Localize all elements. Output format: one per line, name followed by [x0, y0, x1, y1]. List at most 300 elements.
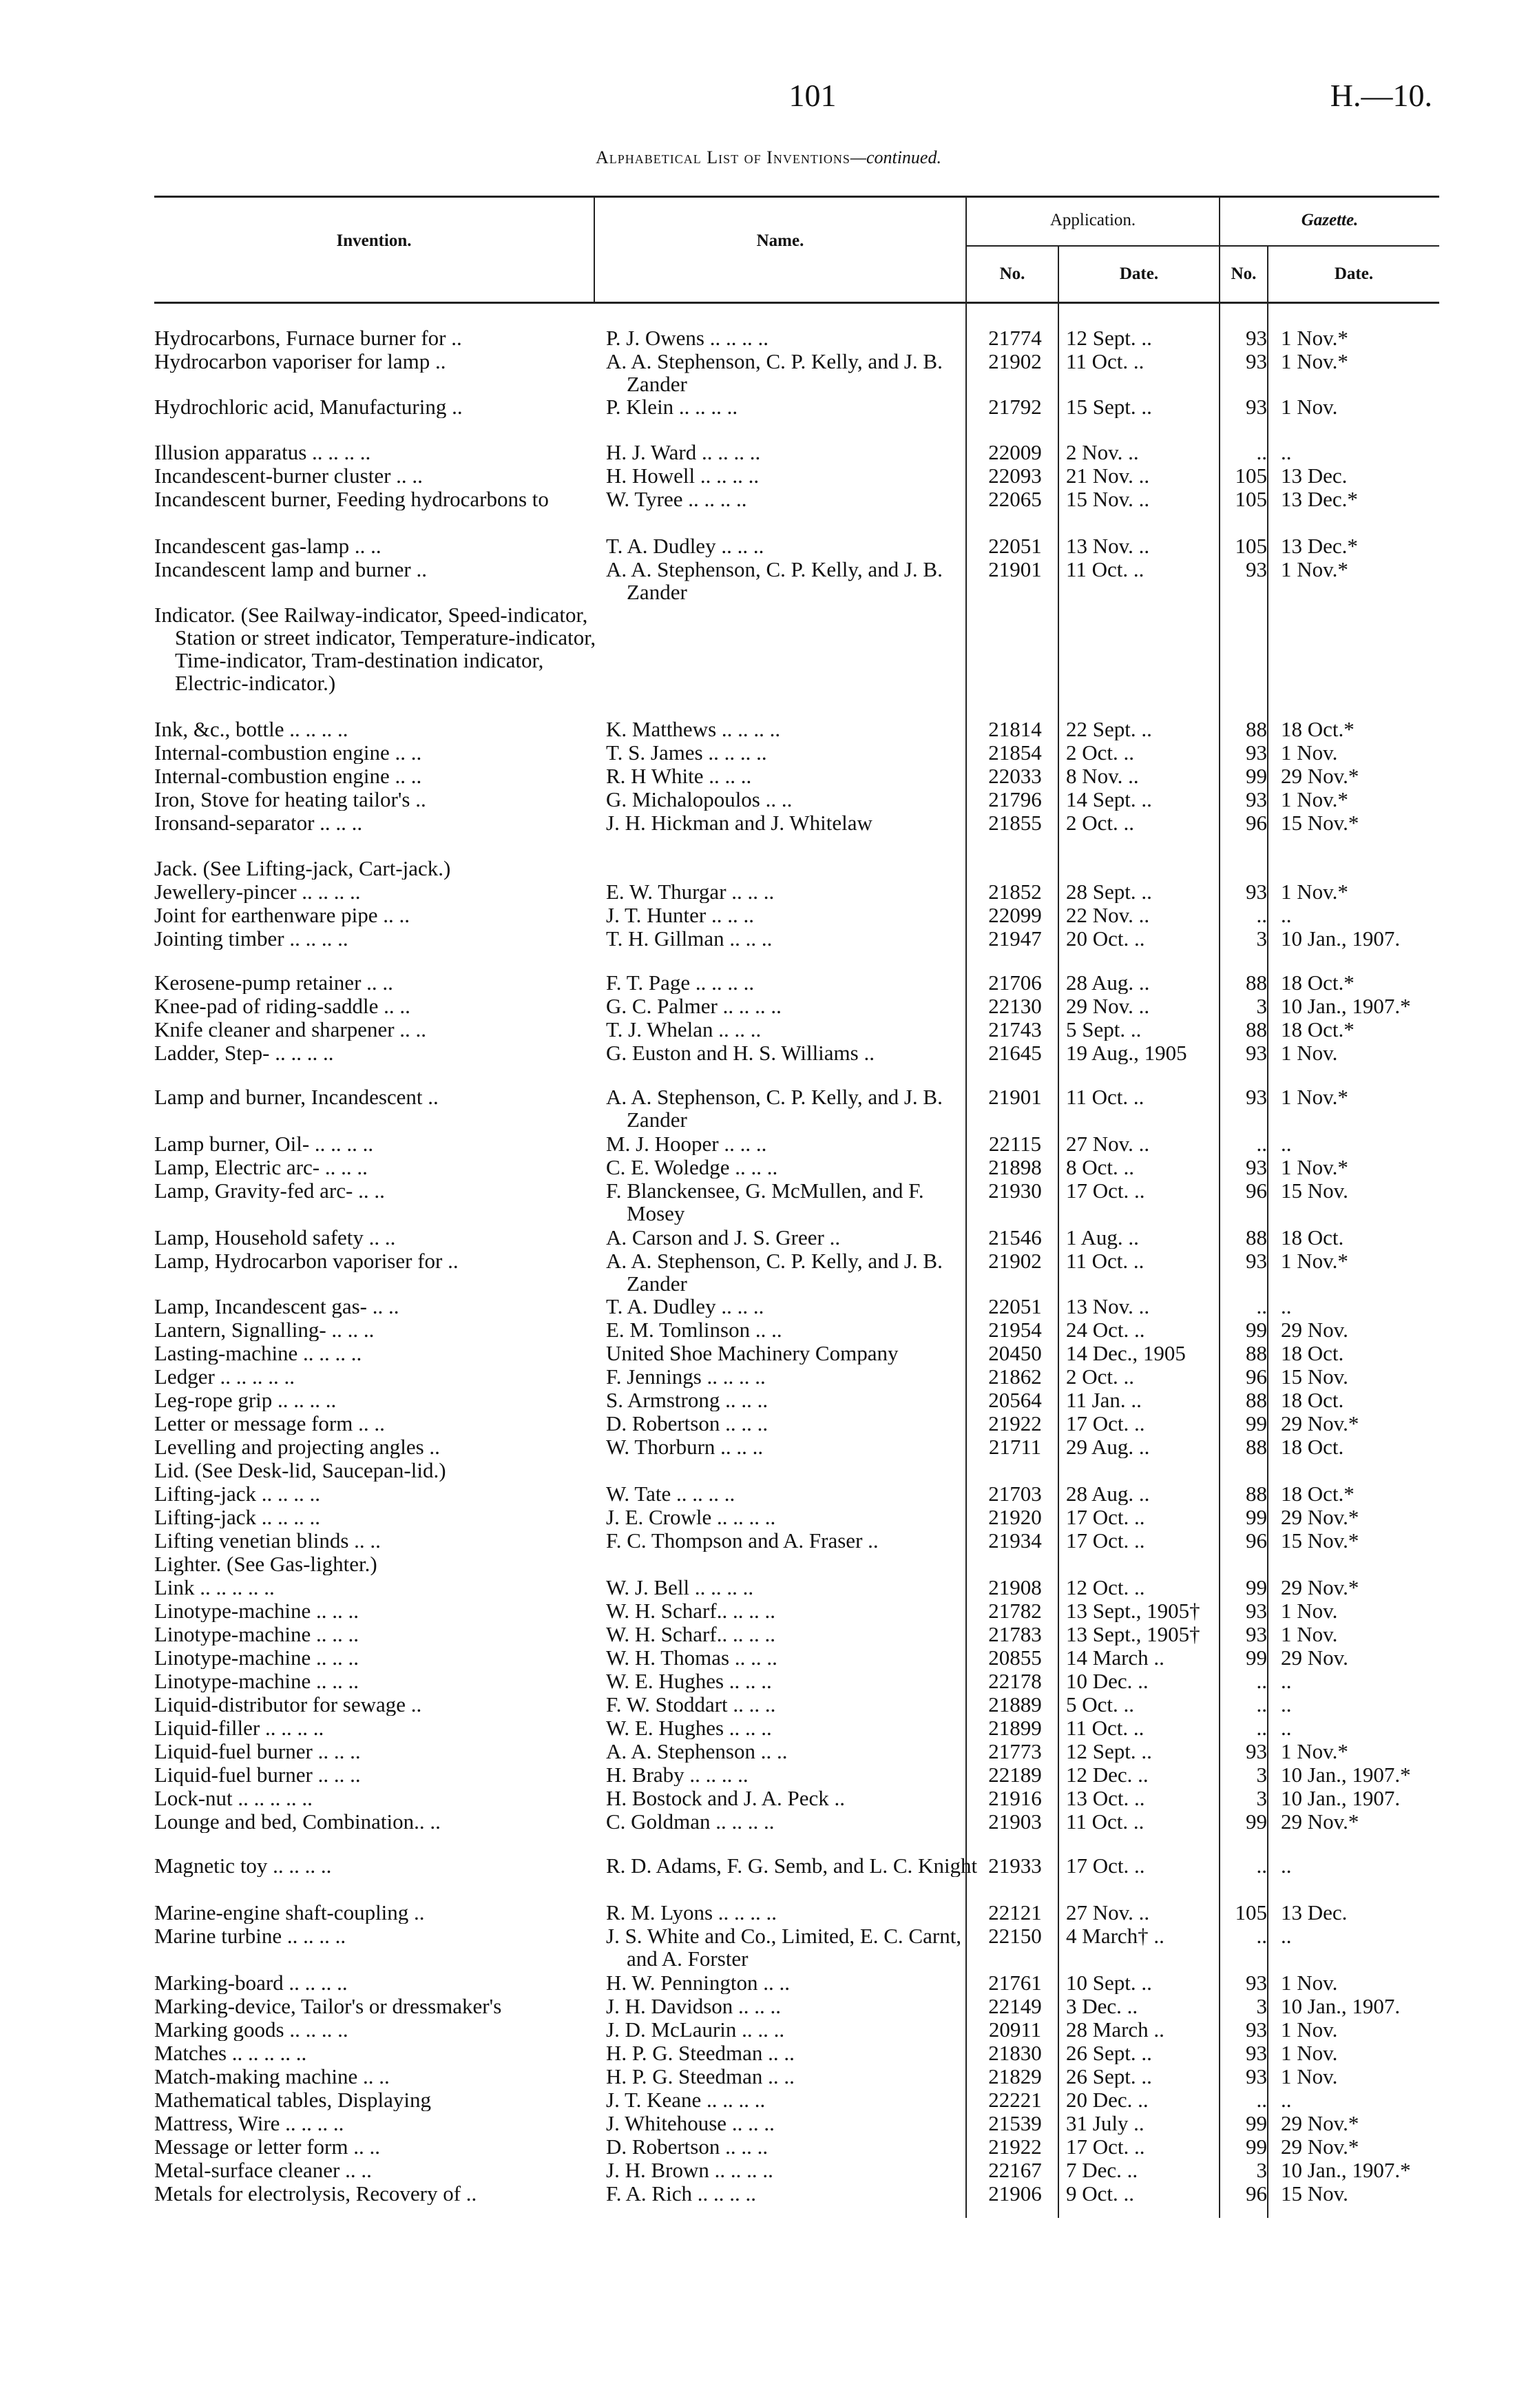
name-cell: K. Matthews .. .. .. .. [606, 718, 781, 740]
invention-cell: Link .. .. .. .. .. [154, 1576, 275, 1599]
name-cell: United Shoe Machinery Company [606, 1342, 899, 1364]
gazette-date-cell: .. [1281, 2088, 1292, 2111]
gazette-date-cell: 1 Nov. [1281, 1599, 1338, 1622]
gazette-number-cell: .. [1256, 441, 1267, 464]
application-number-cell: 21829 [988, 2065, 1042, 2088]
gazette-date-cell: .. [1281, 1716, 1292, 1739]
application-date-cell: 27 Nov. .. [1066, 1901, 1150, 1924]
invention-cell: Lock-nut .. .. .. .. .. [154, 1787, 313, 1809]
gazette-number-cell: 105 [1235, 1901, 1267, 1924]
gazette-number-cell: 99 [1246, 1810, 1267, 1833]
invention-cell: Message or letter form .. .. [154, 2135, 380, 2158]
application-number-cell: 21792 [988, 395, 1042, 418]
application-date-cell: 5 Sept. .. [1066, 1018, 1142, 1041]
gazette-date-cell: 1 Nov. [1281, 1041, 1338, 1064]
application-date-cell: 17 Oct. .. [1066, 1854, 1145, 1877]
gazette-number-cell: .. [1256, 1295, 1267, 1318]
gazette-date-cell: 18 Oct. [1281, 1226, 1344, 1249]
name-cell: C. Goldman .. .. .. .. [606, 1810, 775, 1833]
invention-cell: Marine-engine shaft-coupling .. [154, 1901, 425, 1924]
application-number-cell: 22121 [988, 1901, 1042, 1924]
application-date-cell: 2 Nov. .. [1066, 441, 1139, 464]
application-number-cell: 22189 [988, 1763, 1042, 1786]
application-number-cell: 21711 [988, 1435, 1042, 1458]
gazette-date-cell: .. [1281, 441, 1292, 464]
gazette-date-cell: 18 Oct. [1281, 1389, 1344, 1411]
invention-cell: Internal-combustion engine .. .. [154, 765, 422, 787]
gazette-date-cell: 13 Dec.* [1281, 534, 1358, 557]
invention-cell: Marine turbine .. .. .. .. [154, 1924, 346, 1947]
application-number-cell: 21933 [988, 1854, 1042, 1877]
invention-cell: Magnetic toy .. .. .. .. [154, 1854, 332, 1877]
name-cell: T. J. Whelan .. .. .. [606, 1018, 762, 1041]
gazette-date-cell: 1 Nov. [1281, 2065, 1338, 2088]
gazette-date-cell: .. [1281, 1693, 1292, 1716]
application-date-cell: 11 Oct. .. [1066, 1249, 1144, 1272]
application-date-cell: 14 March .. [1066, 1646, 1164, 1669]
application-date-cell: 17 Oct. .. [1066, 1412, 1145, 1435]
name-cell: F. A. Rich .. .. .. .. [606, 2182, 756, 2205]
application-number-cell: 21852 [988, 880, 1042, 903]
header-gaz-no: No. [1231, 264, 1257, 283]
invention-cell: Kerosene-pump retainer .. .. [154, 971, 393, 994]
gazette-number-cell: 93 [1246, 788, 1267, 811]
gazette-number-cell: 93 [1246, 880, 1267, 903]
name-cell: P. J. Owens .. .. .. .. [606, 326, 768, 349]
name-cell: W. H. Thomas .. .. .. [606, 1646, 777, 1669]
application-number-cell: 21954 [988, 1318, 1042, 1341]
name-cell: A. A. Stephenson, C. P. Kelly, and J. B. Zander [606, 558, 943, 603]
application-number-cell: 21901 [988, 1086, 1042, 1108]
application-number-cell: 22178 [988, 1670, 1042, 1692]
gazette-number-cell: 93 [1246, 1971, 1267, 1994]
gazette-number-cell: 99 [1246, 1506, 1267, 1528]
name-cell: W. E. Hughes .. .. .. [606, 1716, 772, 1739]
application-date-cell: 13 Sept., 1905† [1066, 1623, 1200, 1646]
invention-cell: Linotype-machine .. .. .. [154, 1646, 359, 1669]
invention-cell: Incandescent burner, Feeding hydrocarbons to [154, 488, 549, 510]
invention-cell: Liquid-fuel burner .. .. .. [154, 1763, 361, 1786]
application-number-cell: 21901 [988, 558, 1042, 581]
name-cell: J. T. Keane .. .. .. .. [606, 2088, 766, 2111]
application-date-cell: 15 Sept. .. [1066, 395, 1152, 418]
application-number-cell: 21947 [988, 927, 1042, 950]
invention-cell: Liquid-filler .. .. .. .. [154, 1716, 324, 1739]
invention-cell: Ironsand-separator .. .. .. [154, 811, 363, 834]
gazette-date-cell: 15 Nov. [1281, 2182, 1348, 2205]
application-date-cell: 3 Dec. .. [1066, 1995, 1138, 2017]
application-number-cell: 21854 [988, 741, 1042, 764]
application-number-cell: 20564 [988, 1389, 1042, 1411]
gazette-date-cell: 1 Nov.* [1281, 788, 1348, 811]
invention-cell: Ladder, Step- .. .. .. .. [154, 1041, 334, 1064]
name-cell: R. M. Lyons .. .. .. .. [606, 1901, 777, 1924]
name-cell: W. Tate .. .. .. .. [606, 1482, 735, 1505]
application-number-cell: 21920 [988, 1506, 1042, 1528]
gazette-date-cell: 1 Nov. [1281, 1971, 1338, 1994]
application-number-cell: 21796 [988, 788, 1042, 811]
application-number-cell: 21546 [988, 1226, 1042, 1249]
application-date-cell: 7 Dec. .. [1066, 2159, 1138, 2181]
application-number-cell: 22051 [988, 1295, 1042, 1318]
gazette-number-cell: 96 [1246, 811, 1267, 834]
application-date-cell: 10 Dec. .. [1066, 1670, 1149, 1692]
gazette-date-cell: 1 Nov.* [1281, 350, 1348, 373]
application-date-cell: 11 Oct. .. [1066, 558, 1144, 581]
gazette-date-cell: 1 Nov. [1281, 741, 1338, 764]
invention-cell: Incandescent-burner cluster .. .. [154, 464, 423, 487]
application-date-cell: 14 Dec., 1905 [1066, 1342, 1186, 1364]
name-cell: F. Blanckensee, G. McMullen, and F. Mosey [606, 1179, 924, 1225]
application-number-cell: 21703 [988, 1482, 1042, 1505]
gazette-number-cell: 93 [1246, 395, 1267, 418]
gazette-number-cell: 3 [1256, 1995, 1267, 2017]
application-date-cell: 12 Sept. .. [1066, 1740, 1152, 1763]
name-cell: J. E. Crowle .. .. .. .. [606, 1506, 776, 1528]
name-cell: C. E. Woledge .. .. .. [606, 1156, 778, 1179]
gazette-date-cell: .. [1281, 904, 1292, 926]
application-date-cell: 10 Sept. .. [1066, 1971, 1152, 1994]
name-cell: A. A. Stephenson, C. P. Kelly, and J. B. Zander [606, 1249, 943, 1295]
application-date-cell: 15 Nov. .. [1066, 488, 1150, 510]
gazette-date-cell: .. [1281, 1670, 1292, 1692]
application-number-cell: 21706 [988, 971, 1042, 994]
name-cell: F. C. Thompson and A. Fraser .. [606, 1529, 879, 1552]
application-number-cell: 21830 [988, 2042, 1042, 2064]
invention-cell: Marking goods .. .. .. .. [154, 2018, 348, 2041]
invention-cell: Lifting venetian blinds .. .. [154, 1529, 381, 1552]
gazette-number-cell: 105 [1235, 464, 1267, 487]
gazette-number-cell: .. [1256, 1693, 1267, 1716]
gazette-number-cell: 93 [1246, 1249, 1267, 1272]
name-cell: T. A. Dudley .. .. .. [606, 534, 764, 557]
header-app-date: Date. [1119, 264, 1159, 283]
gazette-number-cell: 99 [1246, 2112, 1267, 2135]
gazette-date-cell: 1 Nov.* [1281, 558, 1348, 581]
invention-cell: Liquid-fuel burner .. .. .. [154, 1740, 361, 1763]
gazette-number-cell: 96 [1246, 1529, 1267, 1552]
gazette-date-cell: 10 Jan., 1907.* [1281, 1763, 1411, 1786]
application-date-cell: 17 Oct. .. [1066, 2135, 1145, 2158]
application-date-cell: 27 Nov. .. [1066, 1132, 1150, 1155]
name-cell: G. C. Palmer .. .. .. .. [606, 995, 782, 1017]
name-cell: A. A. Stephenson, C. P. Kelly, and J. B. Zander [606, 350, 943, 395]
name-cell: W. H. Scharf.. .. .. .. [606, 1599, 775, 1622]
application-number-cell: 21902 [988, 1249, 1042, 1272]
name-cell: W. H. Scharf.. .. .. .. [606, 1623, 775, 1646]
application-date-cell: 2 Oct. .. [1066, 741, 1135, 764]
invention-cell: Jewellery-pincer .. .. .. .. [154, 880, 361, 903]
gazette-number-cell: 99 [1246, 1412, 1267, 1435]
name-cell: H. Braby .. .. .. .. [606, 1763, 749, 1786]
application-number-cell: 21902 [988, 350, 1042, 373]
gazette-date-cell: 29 Nov. [1281, 1646, 1348, 1669]
invention-cell: Incandescent gas-lamp .. .. [154, 534, 381, 557]
gazette-date-cell: 10 Jan., 1907.* [1281, 2159, 1411, 2181]
application-number-cell: 21916 [988, 1787, 1042, 1809]
gazette-number-cell: 93 [1246, 2042, 1267, 2064]
application-date-cell: 13 Sept., 1905† [1066, 1599, 1200, 1622]
gazette-number-cell: .. [1256, 1670, 1267, 1692]
application-date-cell: 9 Oct. .. [1066, 2182, 1135, 2205]
page-title-text: Alphabetical List of Inventions [596, 147, 850, 167]
invention-cell: Ledger .. .. .. .. .. [154, 1365, 295, 1388]
gazette-date-cell: 29 Nov.* [1281, 2112, 1359, 2135]
invention-cell: Lasting-machine .. .. .. .. [154, 1342, 362, 1364]
application-date-cell: 20 Dec. .. [1066, 2088, 1149, 2111]
gazette-date-cell: 10 Jan., 1907.* [1281, 995, 1411, 1017]
name-cell: G. Michalopoulos .. .. [606, 788, 793, 811]
application-number-cell: 22115 [988, 1132, 1042, 1155]
application-number-cell: 21761 [988, 1971, 1042, 1994]
application-date-cell: 28 Aug. .. [1066, 1482, 1150, 1505]
application-number-cell: 20855 [988, 1646, 1042, 1669]
application-date-cell: 28 Aug. .. [1066, 971, 1150, 994]
invention-cell: Hydrocarbons, Furnace burner for .. [154, 326, 462, 349]
invention-cell: Linotype-machine .. .. .. [154, 1623, 359, 1646]
invention-cell: Lamp, Hydrocarbon vaporiser for .. [154, 1249, 459, 1272]
application-number-cell: 21898 [988, 1156, 1042, 1179]
name-cell: M. J. Hooper .. .. .. [606, 1132, 767, 1155]
application-number-cell: 22033 [988, 765, 1042, 787]
invention-cell: Lamp and burner, Incandescent .. [154, 1086, 439, 1108]
gazette-date-cell: 15 Nov. [1281, 1365, 1348, 1388]
invention-cell: Lamp, Electric arc- .. .. .. [154, 1156, 368, 1179]
gazette-number-cell: .. [1256, 1716, 1267, 1739]
invention-cell: Lantern, Signalling- .. .. .. [154, 1318, 375, 1341]
application-date-cell: 11 Oct. .. [1066, 1810, 1144, 1833]
application-number-cell: 21539 [988, 2112, 1042, 2135]
invention-cell: Mathematical tables, Displaying [154, 2088, 432, 2111]
invention-cell: Illusion apparatus .. .. .. .. [154, 441, 371, 464]
invention-cell: Internal-combustion engine .. .. [154, 741, 422, 764]
application-date-cell: 20 Oct. .. [1066, 927, 1145, 950]
application-number-cell: 20450 [988, 1342, 1042, 1364]
invention-cell: Lifting-jack .. .. .. .. [154, 1482, 321, 1505]
gazette-date-cell: 15 Nov.* [1281, 1529, 1359, 1552]
invention-cell: Linotype-machine .. .. .. [154, 1599, 359, 1622]
application-date-cell: 12 Sept. .. [1066, 326, 1152, 349]
gazette-number-cell: 88 [1246, 1342, 1267, 1364]
gazette-date-cell: 1 Nov.* [1281, 1740, 1348, 1763]
gazette-number-cell: 93 [1246, 741, 1267, 764]
invention-cell: Metals for electrolysis, Recovery of .. [154, 2182, 477, 2205]
gazette-date-cell: 1 Nov.* [1281, 1249, 1348, 1272]
gazette-number-cell: 88 [1246, 1018, 1267, 1041]
name-cell: G. Euston and H. S. Williams .. [606, 1041, 875, 1064]
gazette-date-cell: 1 Nov.* [1281, 326, 1348, 349]
gazette-date-cell: 13 Dec. [1281, 1901, 1348, 1924]
gazette-number-cell: 99 [1246, 1318, 1267, 1341]
gazette-date-cell: 1 Nov. [1281, 1623, 1338, 1646]
application-date-cell: 26 Sept. .. [1066, 2065, 1152, 2088]
gazette-number-cell: 93 [1246, 326, 1267, 349]
application-number-cell: 22051 [988, 534, 1042, 557]
invention-cell: Jointing timber .. .. .. .. [154, 927, 348, 950]
header-gazette: Gazette. [1301, 211, 1359, 229]
gazette-number-cell: 105 [1235, 488, 1267, 510]
gazette-date-cell: 13 Dec. [1281, 464, 1348, 487]
gazette-number-cell: 93 [1246, 1623, 1267, 1646]
name-cell: A. A. Stephenson .. .. [606, 1740, 788, 1763]
application-date-cell: 13 Oct. .. [1066, 1787, 1145, 1809]
header-invention: Invention. [336, 231, 412, 250]
invention-cell: Marking-board .. .. .. .. [154, 1971, 348, 1994]
application-number-cell: 21782 [988, 1599, 1042, 1622]
application-number-cell: 21862 [988, 1365, 1042, 1388]
name-cell: T. A. Dudley .. .. .. [606, 1295, 764, 1318]
invention-cell: Letter or message form .. .. [154, 1412, 385, 1435]
application-number-cell: 21855 [988, 811, 1042, 834]
gazette-number-cell: 96 [1246, 2182, 1267, 2205]
invention-cell: Marking-device, Tailor's or dressmaker's [154, 1995, 502, 2017]
gazette-date-cell: 1 Nov.* [1281, 880, 1348, 903]
gazette-number-cell: 3 [1256, 2159, 1267, 2181]
gazette-number-cell: 88 [1246, 1482, 1267, 1505]
gazette-date-cell: 1 Nov.* [1281, 1156, 1348, 1179]
gazette-number-cell: 93 [1246, 558, 1267, 581]
application-number-cell: 22150 [988, 1924, 1042, 1947]
invention-cell: Lifting-jack .. .. .. .. [154, 1506, 321, 1528]
application-number-cell: 21903 [988, 1810, 1042, 1833]
application-date-cell: 11 Oct. .. [1066, 1716, 1144, 1739]
application-date-cell: 26 Sept. .. [1066, 2042, 1152, 2064]
application-number-cell: 21908 [988, 1576, 1042, 1599]
invention-cell: Jack. (See Lifting-jack, Cart-jack.) [154, 857, 451, 880]
gazette-date-cell: 1 Nov. [1281, 2018, 1338, 2041]
gazette-date-cell: 29 Nov.* [1281, 1506, 1359, 1528]
application-date-cell: 5 Oct. .. [1066, 1693, 1135, 1716]
application-date-cell: 31 July .. [1066, 2112, 1144, 2135]
application-number-cell: 21930 [988, 1179, 1042, 1202]
gazette-date-cell: .. [1281, 1924, 1292, 1947]
name-cell: A. Carson and J. S. Greer .. [606, 1226, 841, 1249]
application-number-cell: 21889 [988, 1693, 1042, 1716]
application-date-cell: 29 Nov. .. [1066, 995, 1150, 1017]
gazette-date-cell: 1 Nov. [1281, 395, 1338, 418]
name-cell: D. Robertson .. .. .. [606, 2135, 768, 2158]
name-cell: W. E. Hughes .. .. .. [606, 1670, 772, 1692]
gazette-number-cell: 88 [1246, 1226, 1267, 1249]
application-number-cell: 21783 [988, 1623, 1042, 1646]
gazette-date-cell: 29 Nov.* [1281, 1810, 1359, 1833]
application-date-cell: 24 Oct. .. [1066, 1318, 1145, 1341]
application-number-cell: 22093 [988, 464, 1042, 487]
application-number-cell: 20911 [988, 2018, 1042, 2041]
application-date-cell: 13 Nov. .. [1066, 534, 1150, 557]
gazette-number-cell: 99 [1246, 1576, 1267, 1599]
application-date-cell: 2 Oct. .. [1066, 1365, 1135, 1388]
name-cell: W. Thorburn .. .. .. [606, 1435, 764, 1458]
application-date-cell: 11 Jan. .. [1066, 1389, 1142, 1411]
name-cell: W. J. Bell .. .. .. .. [606, 1576, 754, 1599]
gazette-date-cell: 29 Nov.* [1281, 1576, 1359, 1599]
gazette-number-cell: .. [1256, 1854, 1267, 1877]
gazette-number-cell: 93 [1246, 2065, 1267, 2088]
gazette-date-cell: 1 Nov.* [1281, 1086, 1348, 1108]
gazette-date-cell: .. [1281, 1854, 1292, 1877]
gazette-date-cell: 18 Oct.* [1281, 971, 1355, 994]
invention-cell: Match-making machine .. .. [154, 2065, 390, 2088]
application-date-cell: 11 Oct. .. [1066, 1086, 1144, 1108]
gazette-date-cell: .. [1281, 1295, 1292, 1318]
header-gaz-date: Date. [1334, 264, 1374, 283]
invention-cell: Lounge and bed, Combination.. .. [154, 1810, 441, 1833]
gazette-number-cell: 3 [1256, 927, 1267, 950]
application-number-cell: 22009 [988, 441, 1042, 464]
gazette-number-cell: .. [1256, 2088, 1267, 2111]
application-number-cell: 22149 [988, 1995, 1042, 2017]
gazette-number-cell: 88 [1246, 718, 1267, 740]
gazette-number-cell: 3 [1256, 1787, 1267, 1809]
gazette-number-cell: 93 [1246, 1599, 1267, 1622]
name-cell: J. H. Brown .. .. .. .. [606, 2159, 773, 2181]
name-cell: J. T. Hunter .. .. .. [606, 904, 754, 926]
gazette-date-cell: 29 Nov.* [1281, 765, 1359, 787]
name-cell: R. H White .. .. .. [606, 765, 752, 787]
name-cell: P. Klein .. .. .. .. [606, 395, 738, 418]
gazette-date-cell: 29 Nov.* [1281, 1412, 1359, 1435]
gazette-number-cell: 99 [1246, 1646, 1267, 1669]
name-cell: F. W. Stoddart .. .. .. [606, 1693, 776, 1716]
gazette-number-cell: 93 [1246, 2018, 1267, 2041]
name-cell: W. Tyree .. .. .. .. [606, 488, 747, 510]
gazette-date-cell: 10 Jan., 1907. [1281, 1995, 1401, 2017]
application-number-cell: 21899 [988, 1716, 1042, 1739]
gazette-number-cell: 93 [1246, 350, 1267, 373]
invention-cell: Lid. (See Desk-lid, Saucepan-lid.) [154, 1459, 446, 1482]
name-cell: E. W. Thurgar .. .. .. [606, 880, 775, 903]
name-cell: H. Bostock and J. A. Peck .. [606, 1787, 846, 1809]
gazette-number-cell: 93 [1246, 1041, 1267, 1064]
application-number-cell: 21774 [988, 326, 1042, 349]
application-date-cell: 12 Oct. .. [1066, 1576, 1145, 1599]
gazette-number-cell: 96 [1246, 1365, 1267, 1388]
application-number-cell: 21814 [988, 718, 1042, 740]
invention-cell: Linotype-machine .. .. .. [154, 1670, 359, 1692]
application-date-cell: 1 Aug. .. [1066, 1226, 1139, 1249]
application-date-cell: 17 Oct. .. [1066, 1529, 1145, 1552]
gazette-number-cell: 3 [1256, 995, 1267, 1017]
gazette-date-cell: 15 Nov.* [1281, 811, 1359, 834]
header-name: Name. [756, 231, 804, 250]
application-number-cell: 21906 [988, 2182, 1042, 2205]
invention-cell: Liquid-distributor for sewage .. [154, 1693, 422, 1716]
name-cell: F. T. Page .. .. .. .. [606, 971, 755, 994]
invention-cell: Mattress, Wire .. .. .. .. [154, 2112, 344, 2135]
name-cell: J. Whitehouse .. .. .. [606, 2112, 775, 2135]
name-cell: A. A. Stephenson, C. P. Kelly, and J. B. Zander [606, 1086, 943, 1131]
gazette-date-cell: .. [1281, 1132, 1292, 1155]
header-application: Application. [1049, 211, 1136, 229]
gazette-number-cell: 88 [1246, 1389, 1267, 1411]
name-cell: H. J. Ward .. .. .. .. [606, 441, 761, 464]
name-cell: E. M. Tomlinson .. .. [606, 1318, 782, 1341]
invention-cell: Lamp, Gravity-fed arc- .. .. [154, 1179, 385, 1202]
name-cell: J. H. Davidson .. .. .. [606, 1995, 782, 2017]
application-number-cell: 22099 [988, 904, 1042, 926]
invention-cell: Iron, Stove for heating tailor's .. [154, 788, 426, 811]
application-date-cell: 28 Sept. .. [1066, 880, 1152, 903]
application-date-cell: 2 Oct. .. [1066, 811, 1135, 834]
gazette-number-cell: 96 [1246, 1179, 1267, 1202]
application-number-cell: 22065 [988, 488, 1042, 510]
application-date-cell: 13 Nov. .. [1066, 1295, 1150, 1318]
gazette-number-cell: 93 [1246, 1156, 1267, 1179]
invention-cell: Joint for earthenware pipe .. .. [154, 904, 410, 926]
application-date-cell: 8 Nov. .. [1066, 765, 1139, 787]
name-cell: J. S. White and Co., Limited, E. C. Carnt, and A. Forster [606, 1924, 962, 1970]
